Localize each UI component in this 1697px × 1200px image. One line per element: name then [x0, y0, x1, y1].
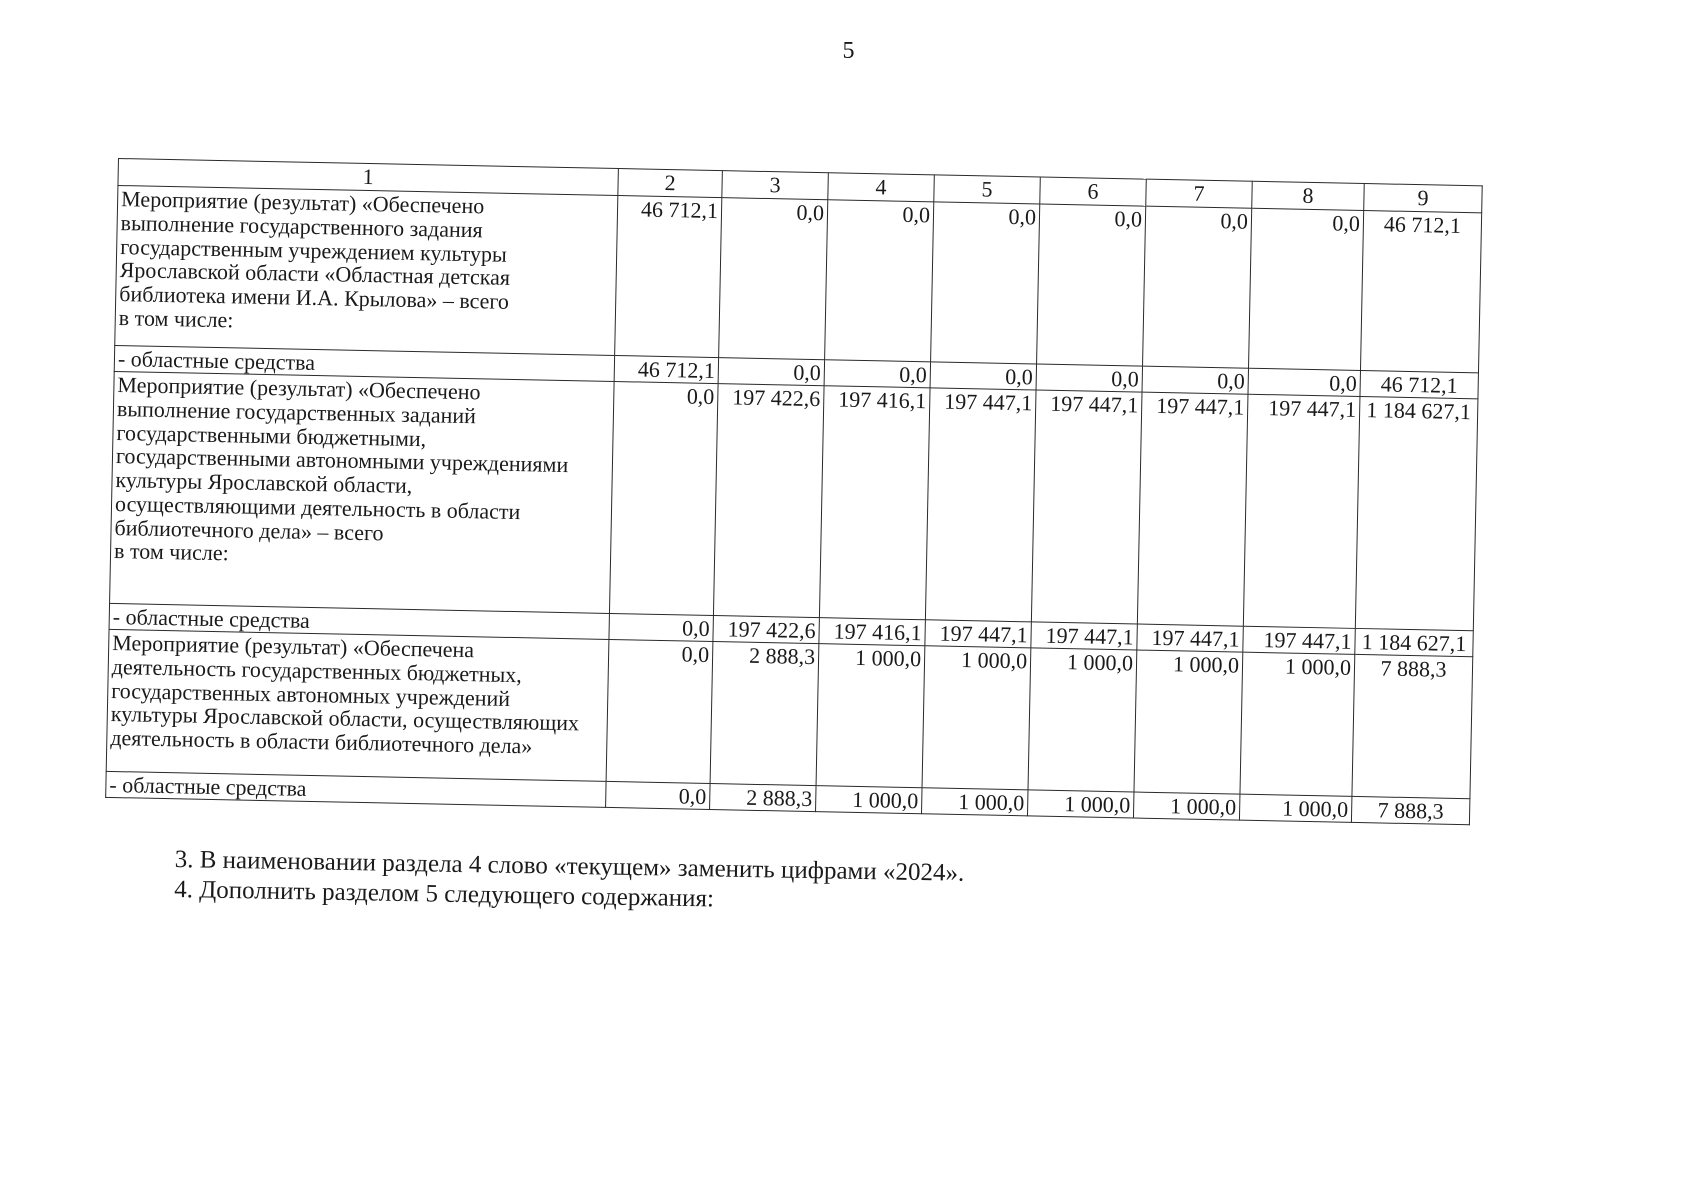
row-value: 197 422,6 — [713, 384, 824, 618]
row-total: 7 888,3 — [1352, 654, 1473, 798]
table-row — [106, 629, 1473, 798]
row-label: Мероприятие (результат) «Обеспечено выполнение государственных заданий государственными бюджетными, государственными автономными учреждениями культуры Ярославской области, осуществляющими деятельность в области библиотечного дела» – всего в том числе: — [110, 371, 615, 613]
row-value: 197 447,1 — [1137, 392, 1248, 626]
row-label: - областные средства — [109, 603, 609, 639]
budget-table — [105, 158, 1483, 825]
row-value: 46 712,1 — [614, 356, 719, 384]
row-value: 0,0 — [1037, 204, 1146, 366]
row-value: 197 416,1 — [819, 386, 930, 620]
row-value: 0,0 — [825, 200, 934, 362]
row-label: Мероприятие (результат) «Обеспечено выполнение государственного задания государственным учреждением культуры Ярославской области «Областная детская библиотека имени И.А. Крылова» – всего в том числе: — [115, 186, 618, 356]
row-total: 7 888,3 — [1351, 796, 1469, 824]
row-value: 197 447,1 — [1243, 626, 1355, 654]
row-value: 0,0 — [1036, 364, 1143, 392]
row-value: 1 000,0 — [1027, 790, 1134, 818]
column-number: 7 — [1146, 179, 1253, 208]
row-value: 0,0 — [609, 382, 718, 616]
column-number: 5 — [934, 175, 1041, 204]
row-value: 1 000,0 — [1134, 650, 1243, 794]
row-value: 0,0 — [1143, 206, 1252, 368]
column-number: 4 — [828, 173, 935, 202]
page-number: 5 — [842, 38, 855, 64]
row-value: 1 000,0 — [922, 788, 1029, 816]
row-value: 0,0 — [1248, 368, 1360, 396]
row-value: 0,0 — [824, 360, 931, 388]
row-value: 197 447,1 — [1243, 394, 1360, 628]
column-number: 2 — [618, 169, 723, 198]
row-value: 0,0 — [718, 358, 825, 386]
row-total: 1 184 627,1 — [1355, 396, 1478, 630]
column-number: 1 — [118, 159, 618, 196]
row-value: 0,0 — [1249, 208, 1364, 370]
row-value: 2 888,3 — [710, 784, 817, 812]
row-value: 197 447,1 — [1137, 624, 1244, 652]
row-value: 0,0 — [931, 202, 1040, 364]
row-value: 1 000,0 — [922, 646, 1031, 790]
row-value: 197 447,1 — [925, 620, 1032, 648]
row-value: 1 000,0 — [816, 786, 923, 814]
row-value: 0,0 — [719, 198, 828, 360]
column-number: 8 — [1252, 181, 1365, 210]
row-value: 197 447,1 — [1031, 622, 1138, 650]
table-row — [110, 371, 1478, 630]
row-value: 197 416,1 — [819, 618, 926, 646]
row-value: 1 000,0 — [1133, 792, 1240, 820]
row-label: - областные средства — [106, 771, 606, 807]
amendment-item: 3. В наименовании раздела 4 слово «текущем» заменить цифрами «2024». — [174, 845, 965, 887]
row-value: 0,0 — [609, 613, 714, 641]
row-label: Мероприятие (результат) «Обеспечена деятельность государственных бюджетных, государственных автономных учреждений культуры Ярославской области, осуществляющих деятельность в области библиотечного дела» — [106, 629, 609, 781]
row-value: 0,0 — [1142, 366, 1249, 394]
row-total: 46 712,1 — [1360, 370, 1478, 398]
column-number: 6 — [1040, 177, 1147, 206]
row-value: 0,0 — [606, 639, 713, 783]
row-value: 1 000,0 — [1240, 652, 1355, 796]
row-value: 46 712,1 — [615, 196, 722, 358]
column-number: 3 — [722, 171, 829, 200]
row-value: 0,0 — [606, 781, 711, 809]
row-value: 1 000,0 — [1239, 794, 1351, 822]
row-value: 197 422,6 — [713, 616, 820, 644]
table-container — [105, 158, 1483, 825]
row-value: 197 447,1 — [925, 388, 1036, 622]
row-value: 0,0 — [930, 362, 1037, 390]
amendment-item: 4. Дополнить разделом 5 следующего содержания: — [173, 875, 715, 913]
row-label: - областные средства — [114, 345, 614, 381]
row-total: 1 184 627,1 — [1355, 628, 1473, 656]
row-value: 197 447,1 — [1031, 390, 1142, 624]
row-value: 1 000,0 — [1028, 648, 1137, 792]
row-value: 1 000,0 — [816, 644, 925, 788]
column-number: 9 — [1364, 184, 1483, 213]
row-total: 46 712,1 — [1360, 211, 1481, 373]
table-row — [115, 186, 1482, 373]
amendments-text — [174, 845, 965, 919]
row-value: 2 888,3 — [710, 642, 819, 786]
